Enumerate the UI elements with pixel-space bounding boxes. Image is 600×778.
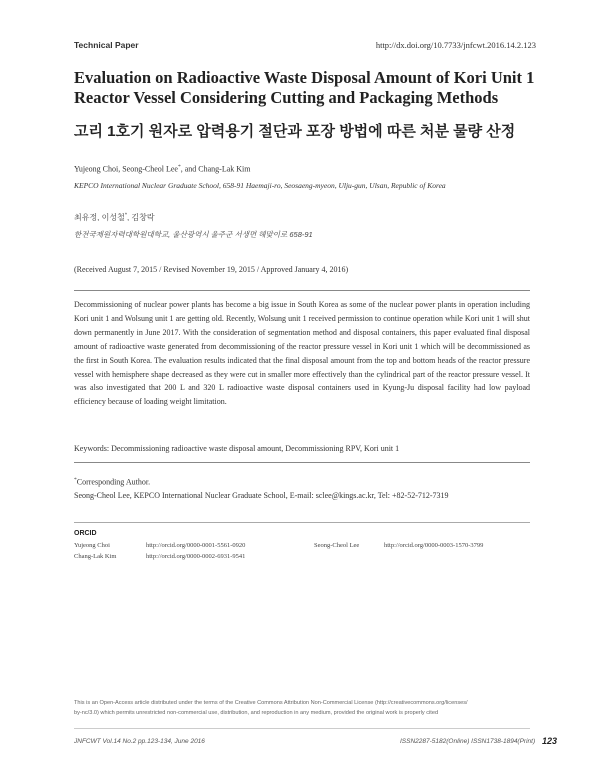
footer-rule — [74, 728, 530, 729]
affiliation-en: KEPCO International Nuclear Graduate School, 658-91 Haemaji-ro, Seosaeng-myeon, Ulju-gun, Ulsan, Republic of Korea — [74, 181, 446, 190]
journal-citation: JNFCWT Vol.14 No.2 pp.123-134, June 2016 — [74, 738, 205, 745]
paper-title-line-1: Evaluation on Radioactive Waste Disposal Amount of Kori Unit 1 — [74, 68, 535, 87]
abstract-bottom-rule — [74, 462, 530, 463]
corresponding-note-text: Corresponding Author. — [76, 477, 151, 487]
orcid-url-3[interactable]: http://orcid.org/0000-0002-6931-9541 — [146, 553, 246, 560]
keywords: Keywords: Decommissioning radioactive waste disposal amount, Decommissioning RPV, Kori unit 1 — [74, 444, 400, 453]
paper-title-ko: 고리 1호기 원자로 압력용기 절단과 포장 방법에 따른 처분 물량 산정 — [74, 123, 516, 140]
orcid-url-2[interactable]: http://orcid.org/0000-0003-1570-3799 — [384, 542, 484, 549]
license-line-2: by-nc/3.0) which permits unrestricted non-commercial use, distribution, and reproduction in any medium, provided the original work is properly cited — [74, 710, 439, 716]
orcid-rule — [74, 522, 530, 523]
issn: ISSN2287-5182(Online) ISSN1738-1894(Print) — [400, 738, 536, 745]
corresponding-note — [74, 477, 150, 487]
corresponding-mark: * — [177, 164, 181, 170]
paper-title-line-2: Reactor Vessel Considering Cutting and Packaging Methods — [74, 88, 499, 107]
authors-ko-first: 최유정, 이성철 — [74, 213, 125, 222]
orcid-name-2: Seong-Cheol Lee — [314, 542, 360, 549]
page-number: 123 — [542, 736, 558, 746]
paper-title-en — [74, 68, 554, 108]
abstract-top-rule — [74, 290, 530, 291]
orcid-heading: ORCID — [74, 530, 97, 537]
corresponding-contact: Seong-Cheol Lee, KEPCO International Nuclear Graduate School, E-mail: sclee@kings.ac.kr, Tel: +82-52-712-7319 — [74, 491, 449, 500]
orcid-name-1: Yujeong Choi — [74, 542, 110, 549]
authors-en — [74, 164, 251, 174]
received-dates: (Received August 7, 2015 / Revised November 19, 2015 / Approved January 4, 2016) — [74, 265, 349, 274]
authors-en-first: Yujeong Choi, Seong-Cheol Lee — [74, 164, 178, 174]
doi-link[interactable]: http://dx.doi.org/10.7733/jnfcwt.2016.14.2.123 — [375, 40, 536, 50]
orcid-url-1[interactable]: http://orcid.org/0000-0001-5561-0920 — [146, 542, 246, 549]
authors-en-rest: , and Chang-Lak Kim — [180, 164, 251, 174]
orcid-name-3: Chang-Lak Kim — [74, 553, 117, 560]
section-label: Technical Paper — [74, 40, 139, 50]
authors-ko-rest: , 김창락 — [126, 213, 155, 222]
license-line-1: This is an Open-Access article distributed under the terms of the Creative Commons Attribution Non-Commercial License (http://creativecommons.org/licenses/ — [74, 700, 468, 706]
corresponding-mark-ko: * — [124, 212, 127, 219]
abstract-text: Decommissioning of nuclear power plants has become a big issue in South Korea as some of the nuclear power plants in operation including Kori unit 1 and Wolsung unit 1 are getting old. Recently, Wolsung unit 1 received permission to continue operation while Kori unit 1 will shut down permanently in June 2017. With the consideration of segmentation method and disposal containers, this paper evaluated final disposal amount of radioactive waste generated from decommissioning of the reactor pressure vessel in Kori unit 1 which will be decommissioned as the first in South Korea. The evaluation results indicated that the final disposal amount from the top and bottom heads of the reactor pressure vessel with hemisphere shape decreased as they were cut in smaller more effectively than the cylindrical part of the reactor pressure vessel. It was also investigated that 200 L and 320 L radioactive waste disposal containers used in Kyung-Ju disposal facility had low payload efficiency because of loading weight limitation. — [74, 300, 530, 407]
affiliation-ko: 한전국제원자력대학원대학교, 울산광역시 울주군 서생면 해맞이로 658-91 — [74, 230, 313, 239]
corresponding-note-mark: * — [74, 477, 77, 483]
authors-ko — [74, 212, 155, 223]
